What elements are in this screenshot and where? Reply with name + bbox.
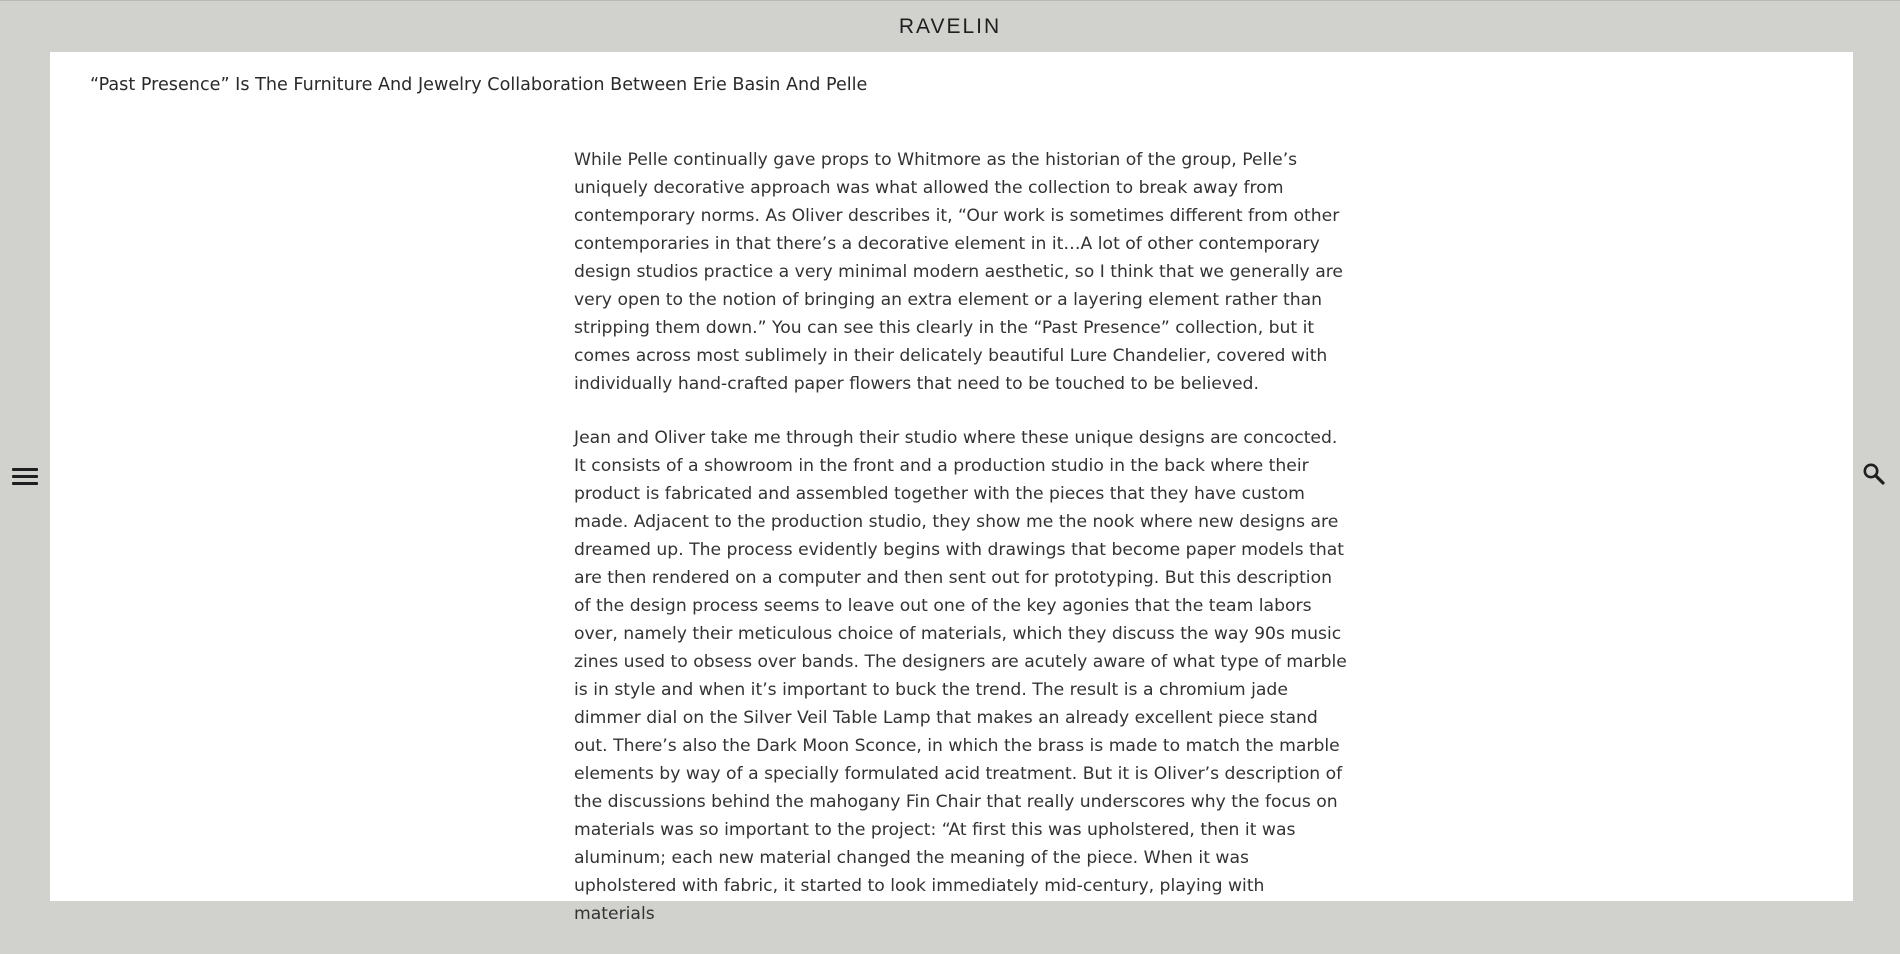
site-logo[interactable]: RAVELIN <box>898 15 1002 38</box>
article-card <box>50 52 1853 924</box>
hamburger-menu-icon[interactable] <box>12 468 39 488</box>
top-border <box>0 0 1900 1</box>
menu-bar <box>12 468 38 471</box>
article-title: “Past Presence” Is The Furniture And Jewelry Collaboration Between Erie Basin And Pelle <box>90 75 868 95</box>
article-paragraph: Jean and Oliver take me through their studio where these unique designs are concocted. It consists of a showroom in the front and a production studio in the back where their product is fabricated and assembled together with the pieces that they have custom made. Adjacent to the production studio, they show me the nook where new designs are dreamed up. The process evidently begins with drawings that become paper models that are then rendered on a computer and then sent out for prototyping. But this description of the design process seems to leave out one of the key agonies that the team labors over, namely their meticulous choice of materials, which they discuss the way 90s music zines used to obsess over bands. The designers are acutely aware of what type of marble is in style and when it’s important to buck the trend. The result is a chromium jade dimmer dial on the Silver Veil Table Lamp that makes an already excellent piece stand out. There’s also the Dark Moon Sconce, in which the brass is made to match the marble elements by way of a specially formulated acid treatment. But it is Oliver’s description of the discussions behind the mahogany Fin Chair that really underscores why the focus on materials was so important to the project: “At first this was upholstered, then it was aluminum; each new material changed the meaning of the piece. When it was upholstered with fabric, it started to look immediately mid-century, playing with materials <box>574 428 1347 924</box>
menu-bar <box>12 475 38 478</box>
menu-bar <box>12 482 38 485</box>
article-body <box>574 146 1349 954</box>
article-paragraph: While Pelle continually gave props to Whitmore as the historian of the group, Pelle’s uniquely decorative approach was what allowed the collection to break away from contemporary norms. As Oliver describes it, “Our work is sometimes different from other contemporaries in that there’s a decorative element in it…A lot of other contemporary design studios practice a very minimal modern aesthetic, so I think that we generally are very open to the notion of bringing an extra element or a layering element rather than stripping them down.” You can see this clearly in the “Past Presence” collection, but it comes across most sublimely in their delicately beautiful Lure Chandelier, covered with individually hand-crafted paper flowers that need to be touched to be believed. <box>574 150 1343 394</box>
search-icon[interactable] <box>1862 462 1886 486</box>
